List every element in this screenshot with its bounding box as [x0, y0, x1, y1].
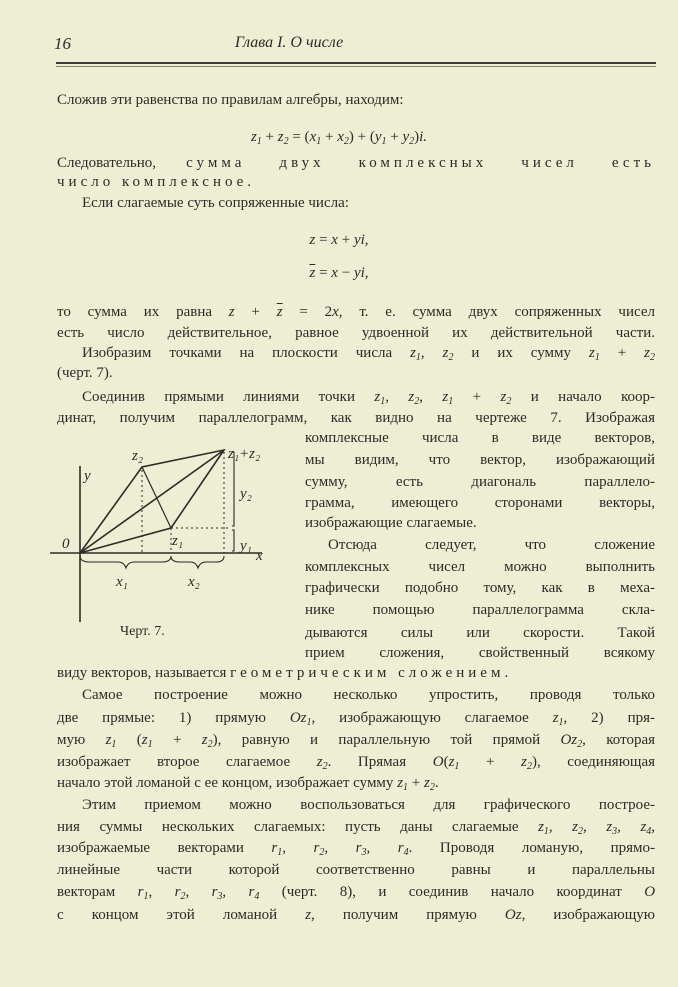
spaced-emphasis: геометрическим сложением.	[230, 665, 513, 681]
math-symbol: z	[228, 304, 235, 320]
math-symbol: 2	[577, 739, 583, 750]
math-symbol: 2	[526, 761, 532, 772]
text-run: мую	[57, 732, 106, 748]
math-symbol: 2	[409, 136, 415, 147]
text-run: с концом этой ломаной	[57, 907, 306, 923]
math-symbol: yi,	[353, 232, 369, 248]
text-run: Следовательно,	[57, 155, 187, 171]
math-symbol: 4	[403, 847, 409, 858]
math-symbol: 2	[578, 826, 584, 837]
text-run: +	[408, 775, 424, 791]
math-symbol: 2	[180, 891, 186, 902]
y1-label: y₁	[240, 538, 252, 554]
text-run: +	[459, 754, 522, 770]
text-run: ,	[282, 840, 314, 856]
text-run: ), соединяющая	[531, 754, 656, 770]
text-run: комплексных чисел можно выполнить	[305, 559, 655, 575]
math-symbol: 1	[316, 136, 322, 147]
text-run: прием сложения, свойственный всякому	[305, 645, 655, 661]
math-symbol: r	[271, 840, 278, 856]
origin-label: 0	[62, 536, 70, 552]
math-symbol: 1	[454, 761, 460, 772]
text-run: , которая	[582, 732, 656, 748]
text-run: ,	[419, 389, 443, 405]
text-run: Соединив прямыми линиями точки	[82, 389, 375, 405]
text-run: ,	[420, 345, 443, 361]
text-run: −	[337, 265, 354, 281]
z1-label: z₁	[172, 533, 184, 549]
math-symbol: x	[337, 129, 344, 145]
sum-label: z₁+z₂	[228, 446, 261, 462]
text-run: .	[434, 775, 439, 791]
math-symbol: z	[424, 775, 430, 791]
math-symbol: r	[248, 884, 255, 900]
math-symbol: 1	[111, 739, 117, 750]
text-run: линейные части которой соответственно равны и параллельны	[57, 862, 655, 878]
text-run: +	[337, 232, 354, 248]
text-run: (черт. 7).	[57, 365, 113, 381]
math-symbol: $\overline{z}$	[276, 304, 283, 320]
short-diagonal	[142, 467, 171, 528]
math-symbol: x	[331, 265, 338, 281]
text-run: нике помощью параллелограмма скла-	[305, 602, 655, 618]
text-run: (	[116, 732, 142, 748]
math-symbol: z	[521, 754, 527, 770]
math-symbol: z	[141, 732, 148, 748]
math-symbol: 2	[283, 136, 289, 147]
math-symbol: O	[644, 884, 656, 900]
math-symbol: z	[408, 389, 415, 405]
text-run: , т. е. сумма двух сопряженных чисел	[338, 304, 655, 320]
text-run: изображаемые векторами	[57, 840, 272, 856]
x2-label: x₂	[188, 574, 200, 590]
text-run: +	[321, 129, 338, 145]
text-run: =	[315, 265, 332, 281]
text-run: две прямые: 1) прямую	[57, 710, 290, 726]
math-symbol: z	[201, 732, 208, 748]
math-symbol: 3	[217, 891, 223, 902]
math-symbol: 4	[254, 891, 260, 902]
text-run: = (	[288, 129, 310, 145]
math-symbol: 2	[429, 782, 435, 793]
text-run: дываются силы или скорости. Такой	[305, 625, 655, 641]
math-symbol: O	[432, 754, 444, 770]
y-axis-label: y	[84, 468, 91, 484]
math-symbol: 1	[543, 826, 549, 837]
math-symbol: 1	[306, 717, 312, 728]
text-run: , получим прямую	[311, 907, 505, 923]
math-symbol: x	[309, 129, 317, 145]
text-run: ) + (	[348, 129, 375, 145]
text-run: ,	[222, 884, 249, 900]
text-run: ,	[651, 819, 656, 835]
math-symbol: z	[410, 345, 416, 361]
math-symbol: z	[442, 345, 449, 361]
text-run: мы видим, что вектор, изображающий	[305, 452, 655, 468]
text-run: есть число действительное, равное удвоенной их действительной части.	[57, 325, 655, 341]
text-run: +	[599, 345, 645, 361]
math-symbol: z	[250, 129, 257, 145]
text-run: сумму, есть диагональ параллело-	[305, 474, 655, 490]
text-run: ), равную и параллельную той прямой	[212, 732, 561, 748]
figure-caption: Черт. 7.	[120, 624, 165, 639]
math-symbol: z	[588, 345, 595, 361]
text-run: Изобразим точками на плоскости числа	[82, 345, 411, 361]
text-run: динат, получим параллелограмм, как видно на чертеже 7. Изображая	[57, 410, 655, 426]
text-run: = 2	[282, 304, 333, 320]
x1-label: x₁	[116, 574, 128, 590]
math-symbol: z	[305, 907, 312, 923]
y1-bracket	[232, 530, 234, 551]
text-run: виду векторов, называется	[57, 665, 231, 681]
text-run: Если слагаемые суть сопряженные числа:	[82, 195, 349, 211]
math-symbol: 2	[414, 396, 420, 407]
math-symbol: y	[374, 129, 382, 145]
math-symbol: $\overline{z}$	[309, 265, 316, 281]
text-run: (	[443, 754, 449, 770]
text-run: Этим приемом можно воспользоваться для графического построе-	[82, 797, 655, 813]
math-symbol: Oz	[289, 710, 307, 726]
math-symbol: 2	[506, 396, 512, 407]
math-symbol: z	[442, 389, 449, 405]
text-run: )	[414, 129, 420, 145]
text-run: +	[453, 389, 501, 405]
text-run: грамма, имеющего сторонами векторы,	[305, 495, 655, 511]
text-run: изображает второе слагаемое	[57, 754, 317, 770]
math-symbol: 1	[415, 352, 421, 363]
math-symbol: 2	[207, 739, 213, 750]
text-run: +	[386, 129, 403, 145]
text-run: изображающие слагаемые.	[305, 515, 477, 531]
math-symbol: y	[402, 129, 410, 145]
math-symbol: 3	[612, 826, 618, 837]
math-symbol: z	[277, 129, 284, 145]
math-symbol: z	[572, 819, 579, 835]
math-symbol: z	[606, 819, 613, 835]
math-symbol: 4	[646, 826, 652, 837]
text-run: , 2) пря-	[563, 710, 655, 726]
math-symbol: r	[397, 840, 404, 856]
text-run: ,	[148, 884, 175, 900]
math-symbol: 2	[448, 352, 454, 363]
x1-brace	[80, 556, 171, 568]
math-symbol: 1	[380, 396, 386, 407]
math-symbol: z	[309, 232, 316, 248]
running-header: Глава I. О числе	[234, 34, 344, 51]
text-run: и начало коор-	[511, 389, 656, 405]
math-symbol: z	[500, 389, 507, 405]
math-symbol: z	[397, 775, 404, 791]
math-symbol: 1	[143, 891, 149, 902]
math-symbol: 3	[361, 847, 367, 858]
math-symbol: r	[211, 884, 218, 900]
text-run: ,	[548, 819, 573, 835]
text-run: . Прямая	[327, 754, 433, 770]
math-symbol: z	[538, 819, 544, 835]
spaced-emphasis: сумма двух комплексных чисел есть	[186, 155, 655, 171]
math-symbol: r	[313, 840, 320, 856]
math-symbol: 2	[649, 352, 655, 363]
x-axis-label: x	[256, 548, 263, 564]
text-run: +	[261, 129, 278, 145]
text-run: комплексные числа в виде векторов,	[305, 430, 655, 446]
math-symbol: z	[644, 345, 650, 361]
math-symbol: 2	[322, 761, 328, 772]
x2-brace	[171, 556, 224, 568]
math-symbol: z	[552, 710, 559, 726]
text-run: ,	[385, 389, 409, 405]
math-symbol: 1	[277, 847, 283, 858]
y2-bracket	[232, 452, 234, 526]
text-run: графически подобно тому, как в меха-	[305, 580, 655, 596]
math-symbol: z	[316, 754, 323, 770]
math-symbol: 2	[343, 136, 349, 147]
text-run: =	[315, 232, 332, 248]
math-symbol: z	[105, 732, 112, 748]
math-symbol: z	[640, 819, 647, 835]
math-symbol: 2	[319, 847, 325, 858]
math-symbol: 1	[147, 739, 153, 750]
text-run: ния суммы нескольких слагаемых: пусть даны слагаемые	[57, 819, 539, 835]
text-run: ,	[324, 840, 356, 856]
math-symbol: 1	[381, 136, 387, 147]
text-run: Сложив эти равенства по правилам алгебры, находим:	[57, 92, 404, 108]
page-number: 16	[54, 34, 71, 53]
math-symbol: 1	[594, 352, 600, 363]
text-run: векторам	[57, 884, 138, 900]
y2-label: y₂	[240, 486, 252, 502]
math-symbol: Oz	[560, 732, 578, 748]
z2-label: z₂	[132, 448, 144, 464]
math-symbol: yi,	[353, 265, 369, 281]
math-symbol: 1	[256, 136, 262, 147]
math-symbol: i.	[419, 129, 428, 145]
text-run: +	[152, 732, 202, 748]
text-run: начало этой ломаной с ее концом, изображает сумму	[57, 775, 398, 791]
math-symbol: x	[332, 304, 339, 320]
text-run: ,	[366, 840, 398, 856]
text-run: и их сумму	[453, 345, 589, 361]
text-run: Самое построение можно несколько упростить, проводя только	[82, 687, 655, 703]
math-symbol: r	[355, 840, 362, 856]
text-run: то сумма их равна	[57, 304, 229, 320]
math-symbol: x	[331, 232, 338, 248]
text-run: +	[234, 304, 277, 320]
text-run: ,	[583, 819, 607, 835]
text-run: , изображающую	[521, 907, 655, 923]
math-symbol: r	[174, 884, 181, 900]
text-run: . Проводя ломаную, прямо-	[408, 840, 656, 856]
math-symbol: 1	[558, 717, 564, 728]
text-run: Отсюда следует, что сложение	[328, 537, 655, 553]
text-run: ,	[185, 884, 212, 900]
math-symbol: Oz	[504, 907, 522, 923]
math-symbol: z	[374, 389, 381, 405]
text-run: (черт. 8), и соединив начало координат	[259, 884, 645, 900]
text-run: , изображающую слагаемое	[311, 710, 553, 726]
math-symbol: 1	[448, 396, 454, 407]
text-run: ,	[617, 819, 641, 835]
math-symbol: z	[448, 754, 455, 770]
math-symbol: 1	[403, 782, 409, 793]
math-symbol: r	[137, 884, 144, 900]
spaced-emphasis: число комплексное.	[57, 174, 256, 190]
